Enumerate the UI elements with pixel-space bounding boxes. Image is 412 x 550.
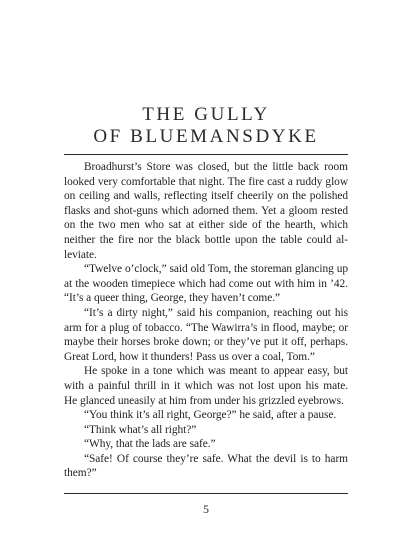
text-line: “It’s a dirty night,” said his companion, reaching out his: [84, 306, 348, 319]
text-line: “Safe! Of course they’re safe. What the devil is to harm: [84, 452, 348, 465]
text-line: maybe their horses broke down; or they’ve put it off, perhaps.: [64, 336, 348, 349]
bottom-rule: [64, 493, 348, 494]
text-line: “Think what’s all right?”: [84, 423, 197, 436]
text-line: neither the fire nor the black bottle upon the table could al-: [64, 233, 348, 246]
text-line: Great Lord, how it thunders! Pass us over a coal, Tom.”: [64, 350, 315, 363]
text-line: leviate.: [64, 248, 97, 261]
page-number: 5: [203, 502, 209, 516]
text-line: at the wooden timepiece which had come out with him in ’42.: [64, 277, 348, 290]
text-line: “It’s a queer thing, George, they haven’t come.”: [64, 292, 281, 305]
text-line: Broadhurst’s Store was closed, but the little back room: [84, 161, 348, 173]
text-line: flasks and shot-guns which adorned them. Yet a gloom rested: [64, 204, 348, 217]
chapter-title-line-1: THE GULLY: [142, 104, 270, 125]
text-line: arm for a plug of tobacco. “The Wawirra’s in flood, maybe; or: [64, 321, 348, 334]
text-line: “You think it’s all right, George?” he said, after a pause.: [84, 409, 337, 422]
text-line: them?”: [64, 467, 97, 480]
text-line: “Twelve o’clock,” said old Tom, the storeman glancing up: [84, 263, 348, 276]
text-line: He glanced uneasily at him from under his grizzled eyebrows.: [64, 394, 344, 407]
text-line: with a painful thrill in it which was not lost upon his mate.: [64, 379, 348, 392]
chapter-title-line-2: OF BLUEMANSDYKE: [93, 126, 319, 147]
text-line: on the two men who sat at either side of the hearth, which: [64, 219, 348, 232]
body-text: [64, 160, 348, 481]
text-line: “Why, that the lads are safe.”: [84, 438, 216, 451]
text-line: He spoke in a tone which was meant to appear easy, but: [84, 365, 348, 378]
top-rule: [64, 154, 348, 155]
text-line: looked very comfortable that night. The fire cast a ruddy glow: [64, 175, 348, 188]
text-line: on ceiling and walls, reflecting itself cheerily on the polished: [64, 190, 348, 203]
